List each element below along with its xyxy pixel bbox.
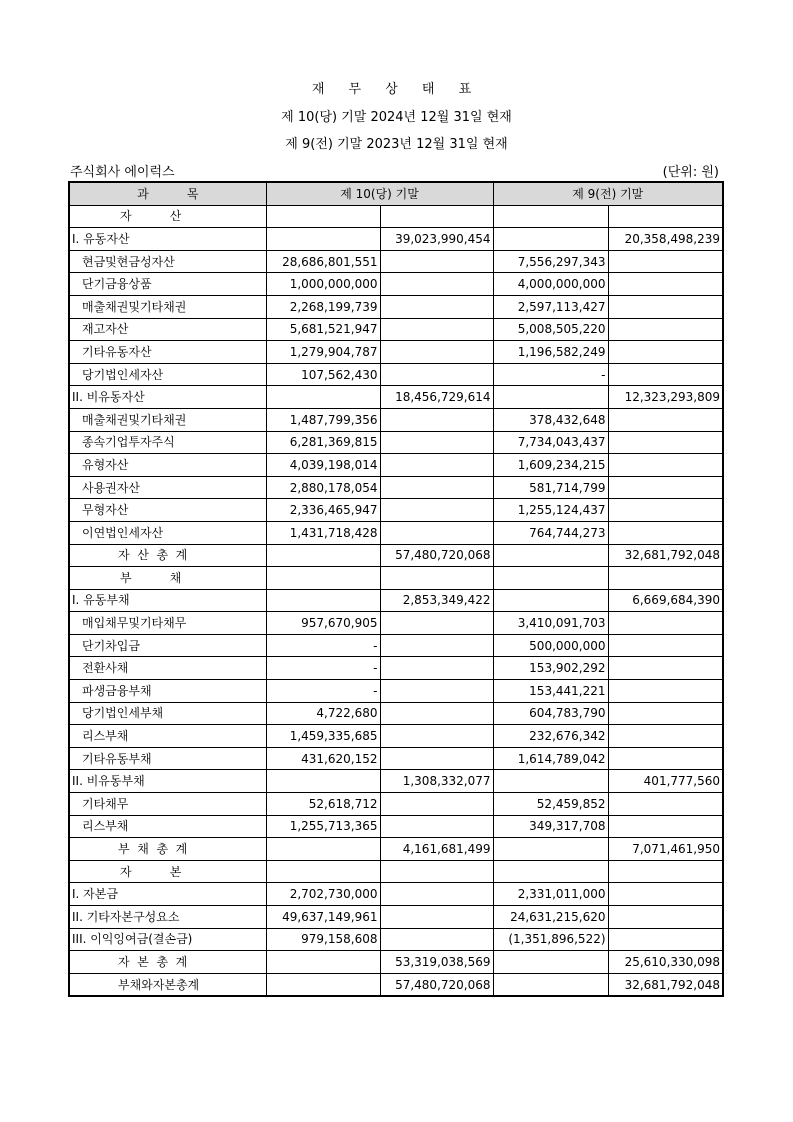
amount-cell-p1: 4,000,000,000	[493, 273, 608, 296]
amount-cell-c1: 957,670,905	[266, 612, 380, 635]
row-label: II. 기타자본구성요소	[69, 906, 266, 929]
amount-cell-c1: 49,637,149,961	[266, 906, 380, 929]
table-row	[69, 521, 723, 544]
amount-cell-c2	[380, 205, 493, 228]
amount-cell-p1: 7,734,043,437	[493, 431, 608, 454]
amount-cell-p1	[493, 544, 608, 567]
amount-cell-p2	[608, 250, 723, 273]
amount-cell-c1: 107,562,430	[266, 363, 380, 386]
amount-cell-c1: 52,618,712	[266, 793, 380, 816]
row-label: 자 산	[69, 205, 266, 228]
row-label: III. 이익잉여금(결손금)	[69, 928, 266, 951]
amount-cell-p2	[608, 612, 723, 635]
amount-cell-p1	[493, 386, 608, 409]
amount-cell-c2	[380, 860, 493, 883]
table-row	[69, 702, 723, 725]
amount-cell-p2	[608, 906, 723, 929]
amount-cell-c1: -	[266, 680, 380, 703]
amount-cell-p1: 500,000,000	[493, 634, 608, 657]
table-row	[69, 860, 723, 883]
company-name: 주식회사 에이럭스	[70, 165, 175, 180]
amount-cell-c1	[266, 589, 380, 612]
amount-cell-c1: 28,686,801,551	[266, 250, 380, 273]
amount-cell-p1	[493, 838, 608, 861]
amount-cell-c2	[380, 363, 493, 386]
amount-cell-p2	[608, 702, 723, 725]
amount-cell-c2	[380, 906, 493, 929]
amount-cell-p1	[493, 951, 608, 974]
amount-cell-c1: 1,459,335,685	[266, 725, 380, 748]
balance-sheet-table	[68, 181, 724, 997]
row-label: 종속기업투자주식	[69, 431, 266, 454]
row-label: II. 비유동자산	[69, 386, 266, 409]
amount-cell-c1: 2,702,730,000	[266, 883, 380, 906]
amount-cell-c1: -	[266, 657, 380, 680]
amount-cell-p1: 378,432,648	[493, 408, 608, 431]
amount-cell-p1: 1,255,124,437	[493, 499, 608, 522]
table-row	[69, 928, 723, 951]
table-row	[69, 295, 723, 318]
row-label: II. 비유동부채	[69, 770, 266, 793]
amount-cell-p2	[608, 747, 723, 770]
amount-cell-c2: 2,853,349,422	[380, 589, 493, 612]
amount-cell-p2	[608, 634, 723, 657]
amount-cell-p2	[608, 341, 723, 364]
table-row	[69, 973, 723, 996]
amount-cell-c2: 57,480,720,068	[380, 544, 493, 567]
amount-cell-c2	[380, 928, 493, 951]
amount-cell-c2	[380, 273, 493, 296]
unit-label: (단위: 원)	[662, 165, 719, 180]
amount-cell-p1: 232,676,342	[493, 725, 608, 748]
amount-cell-p1: (1,351,896,522)	[493, 928, 608, 951]
row-label: 부채와자본총계	[69, 973, 266, 996]
amount-cell-c1: 4,722,680	[266, 702, 380, 725]
header-row	[69, 182, 723, 205]
amount-cell-p2	[608, 454, 723, 477]
row-label: 자 본 총 계	[69, 951, 266, 974]
table-row	[69, 454, 723, 477]
amount-cell-c1	[266, 228, 380, 251]
row-label: 당기법인세자산	[69, 363, 266, 386]
amount-cell-c1: 4,039,198,014	[266, 454, 380, 477]
amount-cell-p2: 401,777,560	[608, 770, 723, 793]
amount-cell-p2	[608, 657, 723, 680]
amount-cell-p1: 3,410,091,703	[493, 612, 608, 635]
amount-cell-c1: 1,279,904,787	[266, 341, 380, 364]
amount-cell-c1: 2,336,465,947	[266, 499, 380, 522]
table-row	[69, 273, 723, 296]
amount-cell-c2	[380, 612, 493, 635]
amount-cell-c2	[380, 454, 493, 477]
amount-cell-c2	[380, 634, 493, 657]
table-row	[69, 838, 723, 861]
amount-cell-p1: 764,744,273	[493, 521, 608, 544]
amount-cell-c2	[380, 793, 493, 816]
amount-cell-p2	[608, 815, 723, 838]
table-row	[69, 793, 723, 816]
row-label: 유형자산	[69, 454, 266, 477]
table-row	[69, 250, 723, 273]
amount-cell-p1: 1,196,582,249	[493, 341, 608, 364]
table-row	[69, 883, 723, 906]
amount-cell-p1: 153,902,292	[493, 657, 608, 680]
table-row	[69, 567, 723, 590]
amount-cell-p1: 581,714,799	[493, 476, 608, 499]
amount-cell-c1	[266, 838, 380, 861]
amount-cell-c2	[380, 702, 493, 725]
table-row	[69, 408, 723, 431]
amount-cell-c1	[266, 386, 380, 409]
row-label: 리스부채	[69, 815, 266, 838]
row-label: I. 유동자산	[69, 228, 266, 251]
amount-cell-p2	[608, 928, 723, 951]
row-label: 매출채권및기타채권	[69, 295, 266, 318]
table-row	[69, 680, 723, 703]
row-label: 기타채무	[69, 793, 266, 816]
row-label: 부 채	[69, 567, 266, 590]
amount-cell-c2: 39,023,990,454	[380, 228, 493, 251]
amount-cell-c1	[266, 860, 380, 883]
table-row	[69, 747, 723, 770]
amount-cell-p1	[493, 589, 608, 612]
amount-cell-c1: 5,681,521,947	[266, 318, 380, 341]
table-row	[69, 815, 723, 838]
row-label: 단기차입금	[69, 634, 266, 657]
amount-cell-c2: 1,308,332,077	[380, 770, 493, 793]
row-label: 부 채 총 계	[69, 838, 266, 861]
statement-title: 재 무 상 태 표	[311, 82, 482, 97]
amount-cell-c1	[266, 567, 380, 590]
amount-cell-p2	[608, 295, 723, 318]
amount-cell-c1: 2,268,199,739	[266, 295, 380, 318]
amount-cell-p1: 52,459,852	[493, 793, 608, 816]
period-prior: 제 9(전) 기말 2023년 12월 31일 현재	[285, 137, 508, 152]
amount-cell-c2	[380, 318, 493, 341]
amount-cell-p1: 1,614,789,042	[493, 747, 608, 770]
amount-cell-c2: 57,480,720,068	[380, 973, 493, 996]
row-label: 매출채권및기타채권	[69, 408, 266, 431]
row-label: I. 유동부채	[69, 589, 266, 612]
amount-cell-p2	[608, 725, 723, 748]
amount-cell-c1: 431,620,152	[266, 747, 380, 770]
amount-cell-c2	[380, 476, 493, 499]
amount-cell-p2	[608, 431, 723, 454]
row-label: I. 자본금	[69, 883, 266, 906]
amount-cell-p1	[493, 973, 608, 996]
amount-cell-p2	[608, 567, 723, 590]
amount-cell-c2	[380, 567, 493, 590]
col-header-prior: 제 9(전) 기말	[493, 182, 723, 205]
amount-cell-p1: 5,008,505,220	[493, 318, 608, 341]
table-row	[69, 951, 723, 974]
amount-cell-c2: 18,456,729,614	[380, 386, 493, 409]
amount-cell-p1: 7,556,297,343	[493, 250, 608, 273]
amount-cell-c2: 4,161,681,499	[380, 838, 493, 861]
row-label: 기타유동자산	[69, 341, 266, 364]
row-label: 리스부채	[69, 725, 266, 748]
amount-cell-p1: 2,597,113,427	[493, 295, 608, 318]
row-label: 파생금융부채	[69, 680, 266, 703]
amount-cell-p1: -	[493, 363, 608, 386]
amount-cell-c2	[380, 815, 493, 838]
amount-cell-p2	[608, 793, 723, 816]
amount-cell-c2	[380, 521, 493, 544]
amount-cell-p2: 32,681,792,048	[608, 544, 723, 567]
table-row	[69, 906, 723, 929]
row-label: 매입채무및기타채무	[69, 612, 266, 635]
amount-cell-c1	[266, 770, 380, 793]
table-row	[69, 499, 723, 522]
amount-cell-p1	[493, 228, 608, 251]
row-label: 전환사채	[69, 657, 266, 680]
amount-cell-c2	[380, 747, 493, 770]
row-label: 자 산 총 계	[69, 544, 266, 567]
table-row	[69, 318, 723, 341]
amount-cell-p2	[608, 499, 723, 522]
amount-cell-c2	[380, 725, 493, 748]
amount-cell-c1: 6,281,369,815	[266, 431, 380, 454]
table-row	[69, 657, 723, 680]
amount-cell-c1: 1,255,713,365	[266, 815, 380, 838]
amount-cell-p1	[493, 770, 608, 793]
col-header-account: 과 목	[69, 182, 266, 205]
amount-cell-p1: 1,609,234,215	[493, 454, 608, 477]
amount-cell-p1	[493, 205, 608, 228]
amount-cell-c2	[380, 408, 493, 431]
table-row	[69, 431, 723, 454]
amount-cell-p1: 153,441,221	[493, 680, 608, 703]
amount-cell-c1	[266, 973, 380, 996]
amount-cell-p1: 604,783,790	[493, 702, 608, 725]
amount-cell-c2	[380, 341, 493, 364]
amount-cell-c1: 1,000,000,000	[266, 273, 380, 296]
amount-cell-c2	[380, 680, 493, 703]
table-row	[69, 634, 723, 657]
amount-cell-p2: 20,358,498,239	[608, 228, 723, 251]
amount-cell-p2	[608, 408, 723, 431]
amount-cell-p2	[608, 205, 723, 228]
amount-cell-c1: 1,431,718,428	[266, 521, 380, 544]
amount-cell-p2	[608, 521, 723, 544]
row-label: 무형자산	[69, 499, 266, 522]
table-row	[69, 612, 723, 635]
amount-cell-p2: 6,669,684,390	[608, 589, 723, 612]
amount-cell-c1	[266, 205, 380, 228]
amount-cell-p1	[493, 860, 608, 883]
amount-cell-c2	[380, 431, 493, 454]
table-row	[69, 544, 723, 567]
amount-cell-p2: 7,071,461,950	[608, 838, 723, 861]
table-row	[69, 341, 723, 364]
period-current: 제 10(당) 기말 2024년 12월 31일 현재	[281, 110, 512, 125]
row-label: 기타유동부채	[69, 747, 266, 770]
table-row	[69, 205, 723, 228]
row-label: 이연법인세자산	[69, 521, 266, 544]
row-label: 당기법인세부채	[69, 702, 266, 725]
amount-cell-p2	[608, 860, 723, 883]
amount-cell-c2	[380, 295, 493, 318]
row-label: 재고자산	[69, 318, 266, 341]
row-label: 현금및현금성자산	[69, 250, 266, 273]
amount-cell-p2	[608, 883, 723, 906]
amount-cell-p2: 12,323,293,809	[608, 386, 723, 409]
row-label: 자 본	[69, 860, 266, 883]
table-row	[69, 725, 723, 748]
row-label: 단기금융상품	[69, 273, 266, 296]
table-row	[69, 476, 723, 499]
amount-cell-c1: -	[266, 634, 380, 657]
amount-cell-p2	[608, 273, 723, 296]
amount-cell-p1: 24,631,215,620	[493, 906, 608, 929]
amount-cell-p2	[608, 680, 723, 703]
amount-cell-c2	[380, 499, 493, 522]
amount-cell-p2: 25,610,330,098	[608, 951, 723, 974]
col-header-current: 제 10(당) 기말	[266, 182, 493, 205]
amount-cell-p1: 349,317,708	[493, 815, 608, 838]
amount-cell-c1: 2,880,178,054	[266, 476, 380, 499]
amount-cell-c1: 1,487,799,356	[266, 408, 380, 431]
amount-cell-c1	[266, 544, 380, 567]
amount-cell-c2	[380, 883, 493, 906]
amount-cell-p1	[493, 567, 608, 590]
table-row	[69, 228, 723, 251]
amount-cell-c2	[380, 657, 493, 680]
table-row	[69, 770, 723, 793]
amount-cell-p1: 2,331,011,000	[493, 883, 608, 906]
amount-cell-c2: 53,319,038,569	[380, 951, 493, 974]
table-row	[69, 589, 723, 612]
amount-cell-c1	[266, 951, 380, 974]
table-row	[69, 363, 723, 386]
amount-cell-c1: 979,158,608	[266, 928, 380, 951]
amount-cell-p2: 32,681,792,048	[608, 973, 723, 996]
table-row	[69, 386, 723, 409]
amount-cell-p2	[608, 318, 723, 341]
amount-cell-p2	[608, 363, 723, 386]
amount-cell-c2	[380, 250, 493, 273]
row-label: 사용권자산	[69, 476, 266, 499]
amount-cell-p2	[608, 476, 723, 499]
